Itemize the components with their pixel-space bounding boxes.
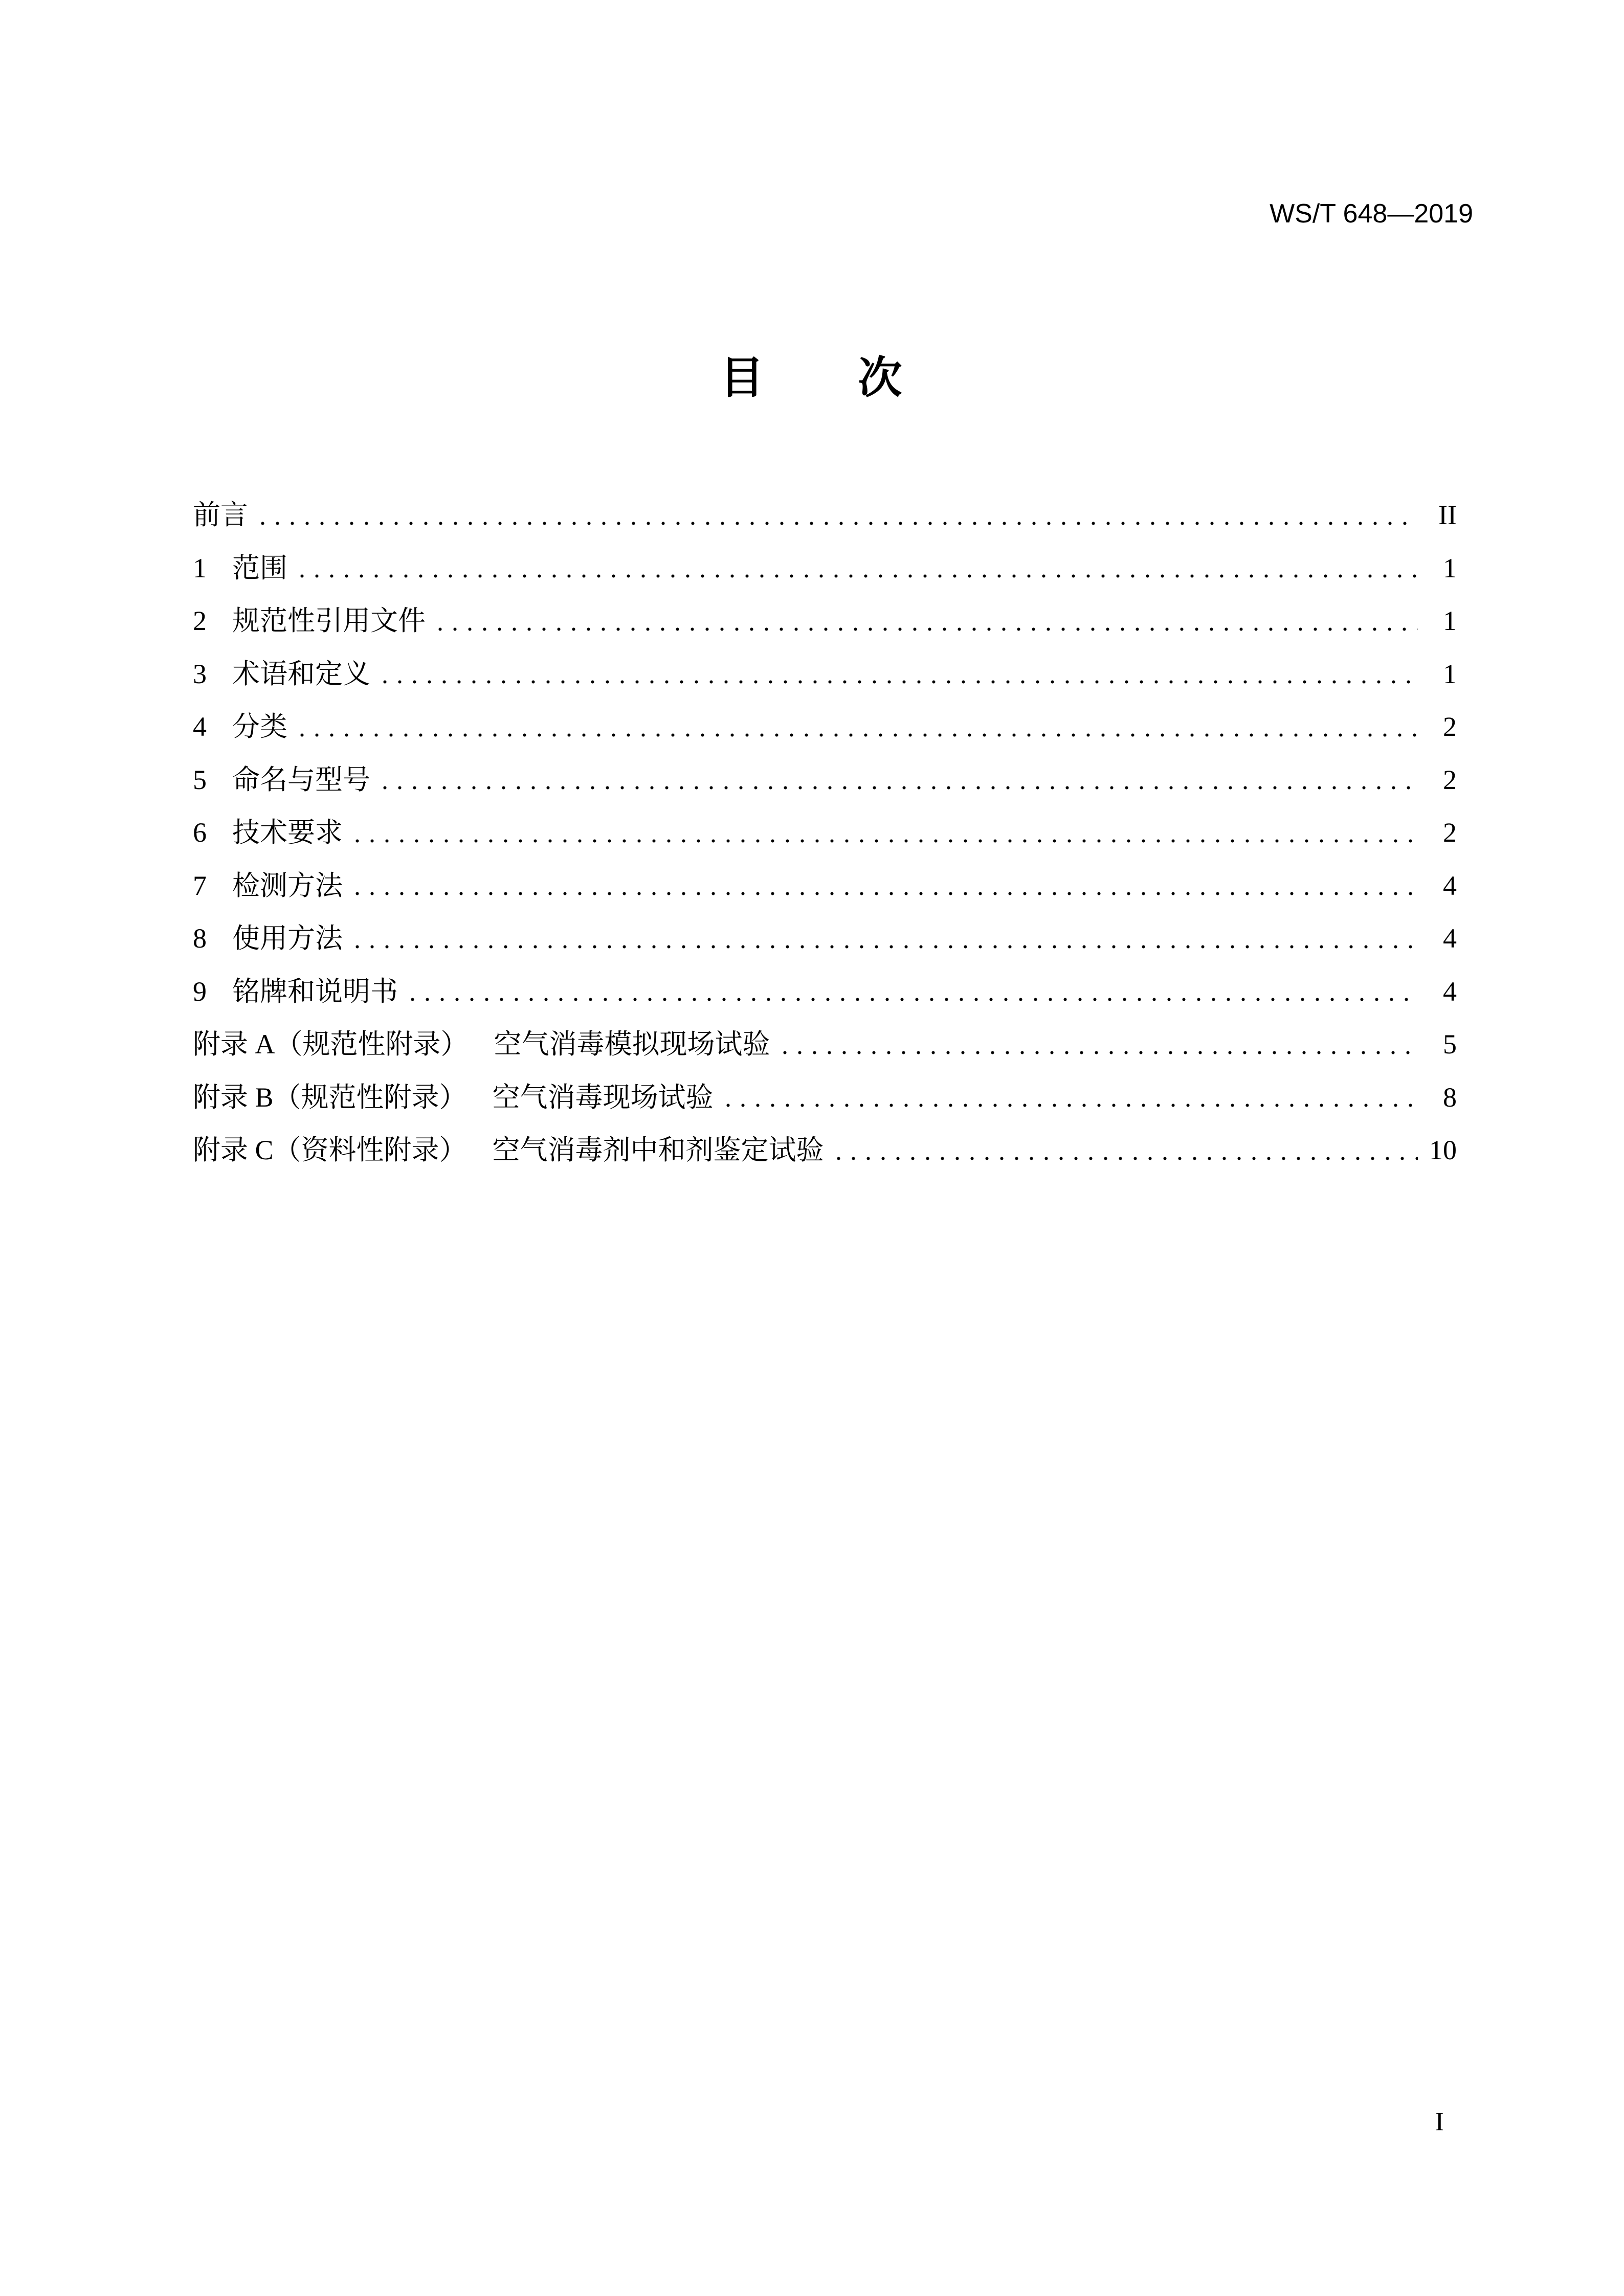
toc-entry-page: 1 <box>1443 605 1457 636</box>
toc-entry-number: 附录 B（规范性附录） <box>193 1082 467 1113</box>
toc-entry-page: 2 <box>1443 764 1457 795</box>
toc-entry-number: 附录 C（资料性附录） <box>193 1135 467 1165</box>
toc-entry-number: 附录 A（规范性附录） <box>193 1029 469 1060</box>
toc-entry-title: 铭牌和说明书 <box>232 976 398 1007</box>
toc-entry-page: 2 <box>1443 711 1457 742</box>
footer-page-number: I <box>1435 2107 1444 2136</box>
toc-entry-title: 术语和定义 <box>232 658 370 689</box>
toc-entry-number: 2 <box>193 605 207 636</box>
toc-entry-page: 1 <box>1443 658 1457 689</box>
toc-entry <box>193 595 1457 648</box>
toc-entry-title: 范围 <box>232 552 287 583</box>
toc-entry-number: 9 <box>193 976 207 1007</box>
toc-entry <box>193 912 1457 965</box>
toc-entry <box>193 648 1457 701</box>
dot-leader <box>253 489 1418 542</box>
dot-leader <box>375 754 1418 807</box>
toc-entry <box>193 754 1457 807</box>
toc-entry-page: II <box>1438 500 1457 530</box>
dot-leader <box>348 912 1418 965</box>
dot-leader <box>431 595 1418 648</box>
toc-entry-title: 使用方法 <box>232 923 343 954</box>
toc-entry-number: 6 <box>193 817 207 848</box>
toc-entry-title: 检测方法 <box>232 870 343 901</box>
toc-entry <box>193 489 1457 542</box>
toc-entry-title: 分类 <box>232 711 287 742</box>
toc-entry <box>193 806 1457 860</box>
table-of-contents <box>193 489 1457 1177</box>
toc-entry-number: 8 <box>193 923 207 954</box>
toc-entry-title: 前言 <box>193 500 248 530</box>
toc-entry-number: 3 <box>193 658 207 689</box>
dot-leader <box>829 1124 1418 1177</box>
toc-entry-page: 2 <box>1443 817 1457 848</box>
toc-entry-page: 4 <box>1443 976 1457 1007</box>
dot-leader <box>403 965 1418 1019</box>
dot-leader <box>719 1071 1418 1124</box>
toc-entry <box>193 1124 1457 1177</box>
toc-entry-number: 7 <box>193 870 207 901</box>
toc-entry-number: 4 <box>193 711 207 742</box>
toc-entry <box>193 542 1457 595</box>
toc-entry <box>193 1018 1457 1071</box>
toc-entry-page: 10 <box>1429 1135 1457 1165</box>
toc-entry-page: 1 <box>1443 552 1457 583</box>
toc-entry <box>193 965 1457 1019</box>
toc-entry-title: 空气消毒现场试验 <box>492 1082 714 1113</box>
toc-entry <box>193 701 1457 754</box>
dot-leader <box>293 542 1418 595</box>
toc-entry-page: 8 <box>1443 1082 1457 1113</box>
dot-leader <box>293 701 1418 754</box>
toc-entry-page: 4 <box>1443 923 1457 954</box>
dot-leader <box>348 806 1418 860</box>
toc-entry-title: 命名与型号 <box>232 764 370 795</box>
dot-leader <box>775 1018 1418 1071</box>
toc-entry-number: 1 <box>193 552 207 583</box>
toc-entry-title: 规范性引用文件 <box>232 605 426 636</box>
toc-entry <box>193 1071 1457 1124</box>
standard-number-header: WS/T 648—2019 <box>1270 199 1473 229</box>
dot-leader <box>375 648 1418 701</box>
toc-entry-title: 技术要求 <box>232 817 343 848</box>
toc-entry-number: 5 <box>193 764 207 795</box>
toc-entry-page: 5 <box>1443 1029 1457 1060</box>
toc-entry-title: 空气消毒剂中和剂鉴定试验 <box>492 1135 824 1165</box>
toc-entry <box>193 860 1457 913</box>
page-title: 目 次 <box>720 353 904 402</box>
toc-entry-title: 空气消毒模拟现场试验 <box>494 1029 770 1060</box>
toc-entry-page: 4 <box>1443 870 1457 901</box>
dot-leader <box>348 860 1418 913</box>
